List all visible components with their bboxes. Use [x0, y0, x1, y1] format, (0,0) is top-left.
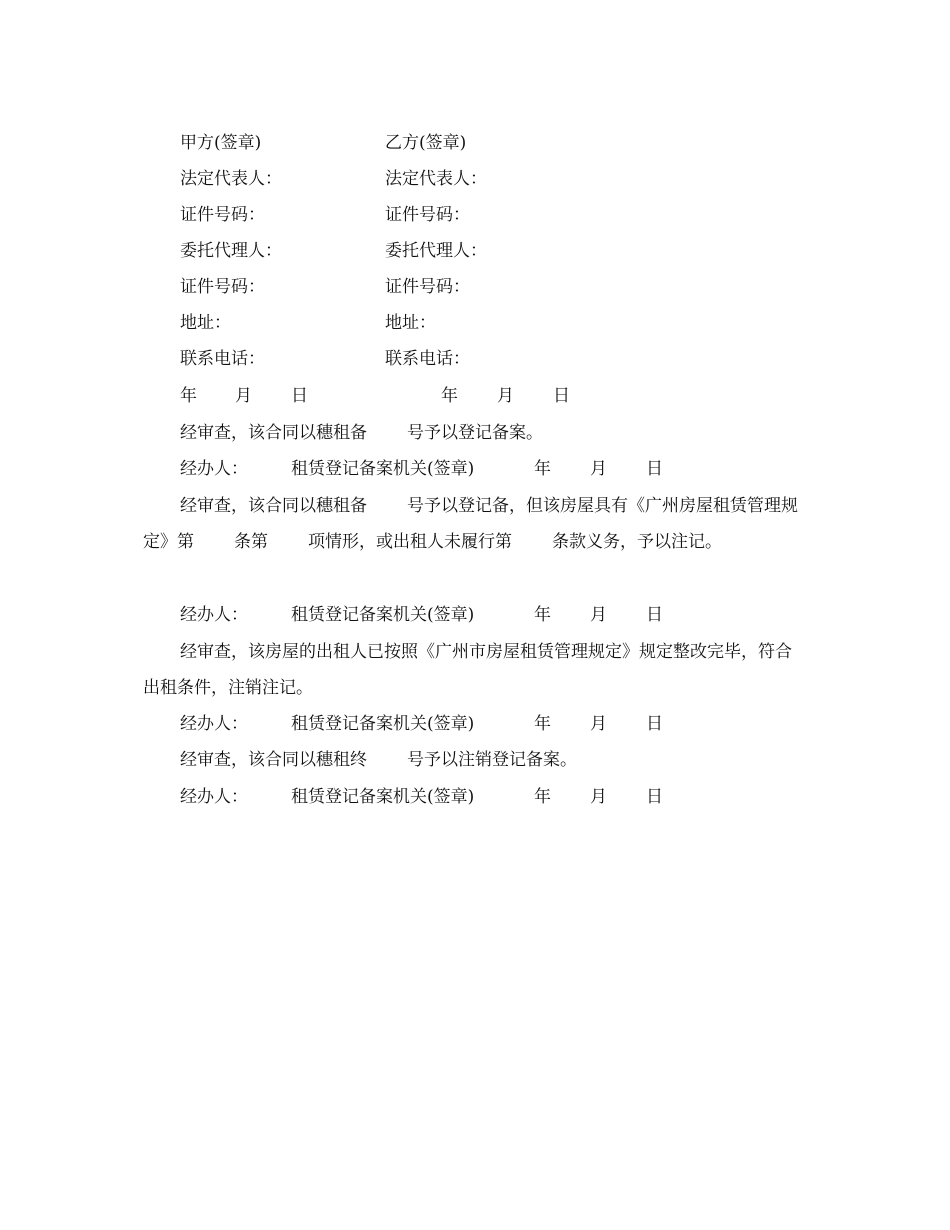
cancel-record-part1: 经审查，该合同以穗租终	[180, 750, 367, 770]
note-part2: 号予以登记备，但该房屋具有《广州房屋租赁管理规定》第	[143, 496, 798, 552]
party-a-agent: 委托代理人：	[180, 241, 282, 261]
party-b-agent: 委托代理人：	[385, 241, 487, 261]
authority-seal-2: 租赁登记备案机关(签章)	[291, 605, 475, 625]
handler-year-2: 年	[534, 605, 551, 625]
record-statement-part2: 号予以登记备案。	[407, 423, 543, 443]
note-part4: 项情形，或出租人未履行第	[308, 532, 512, 552]
party-a-date-day: 日	[291, 386, 308, 406]
party-b-phone: 联系电话：	[385, 349, 470, 369]
handler-month-3: 月	[590, 714, 607, 734]
record-statement	[180, 423, 543, 443]
handler-year-1: 年	[534, 459, 551, 479]
handler-year-4: 年	[534, 787, 551, 807]
handler-year-3: 年	[534, 714, 551, 734]
handler-day-3: 日	[646, 714, 663, 734]
handler-day-2: 日	[646, 605, 663, 625]
note-part5: 条款义务，予以注记。	[552, 532, 722, 552]
party-a-phone: 联系电话：	[180, 349, 265, 369]
handler-label-2: 经办人：	[180, 605, 248, 625]
handler-label-4: 经办人：	[180, 787, 248, 807]
party-a-date-month: 月	[235, 386, 252, 406]
handler-month-1: 月	[590, 459, 607, 479]
cancel-note-paragraph: 经审查，该房屋的出租人已按照《广州市房屋租赁管理规定》规定整改完毕，符合出租条件，注销注记。	[143, 642, 792, 698]
cancel-record-part2: 号予以注销登记备案。	[407, 750, 577, 770]
party-b-agent-id: 证件号码：	[385, 277, 470, 297]
party-b-seal: 乙方(签章)	[385, 133, 467, 153]
party-a-agent-id: 证件号码：	[180, 277, 265, 297]
party-a-legal-rep: 法定代表人：	[180, 169, 282, 189]
handler-label-3: 经办人：	[180, 714, 248, 734]
handler-day-1: 日	[646, 459, 663, 479]
party-a-address: 地址：	[180, 313, 231, 333]
handler-label-1: 经办人：	[180, 459, 248, 479]
party-a-id-number: 证件号码：	[180, 205, 265, 225]
note-part1: 经审查，该合同以穗租备	[180, 496, 367, 516]
party-b-date-month: 月	[497, 386, 514, 406]
record-statement-part1: 经审查，该合同以穗租备	[180, 423, 367, 443]
party-a-seal: 甲方(签章)	[180, 133, 262, 153]
authority-seal-3: 租赁登记备案机关(签章)	[291, 714, 475, 734]
party-a-date-year: 年	[180, 386, 197, 406]
cancel-record-statement	[180, 750, 577, 770]
handler-day-4: 日	[646, 787, 663, 807]
party-b-date-day: 日	[553, 386, 570, 406]
party-b-date-year: 年	[441, 386, 458, 406]
note-part3: 条第	[234, 532, 268, 552]
party-b-address: 地址：	[385, 313, 436, 333]
authority-seal-1: 租赁登记备案机关(签章)	[291, 459, 475, 479]
party-b-id-number: 证件号码：	[385, 205, 470, 225]
handler-month-2: 月	[590, 605, 607, 625]
handler-month-4: 月	[590, 787, 607, 807]
note-paragraph	[143, 488, 803, 560]
party-b-legal-rep: 法定代表人：	[385, 169, 487, 189]
authority-seal-4: 租赁登记备案机关(签章)	[291, 787, 475, 807]
